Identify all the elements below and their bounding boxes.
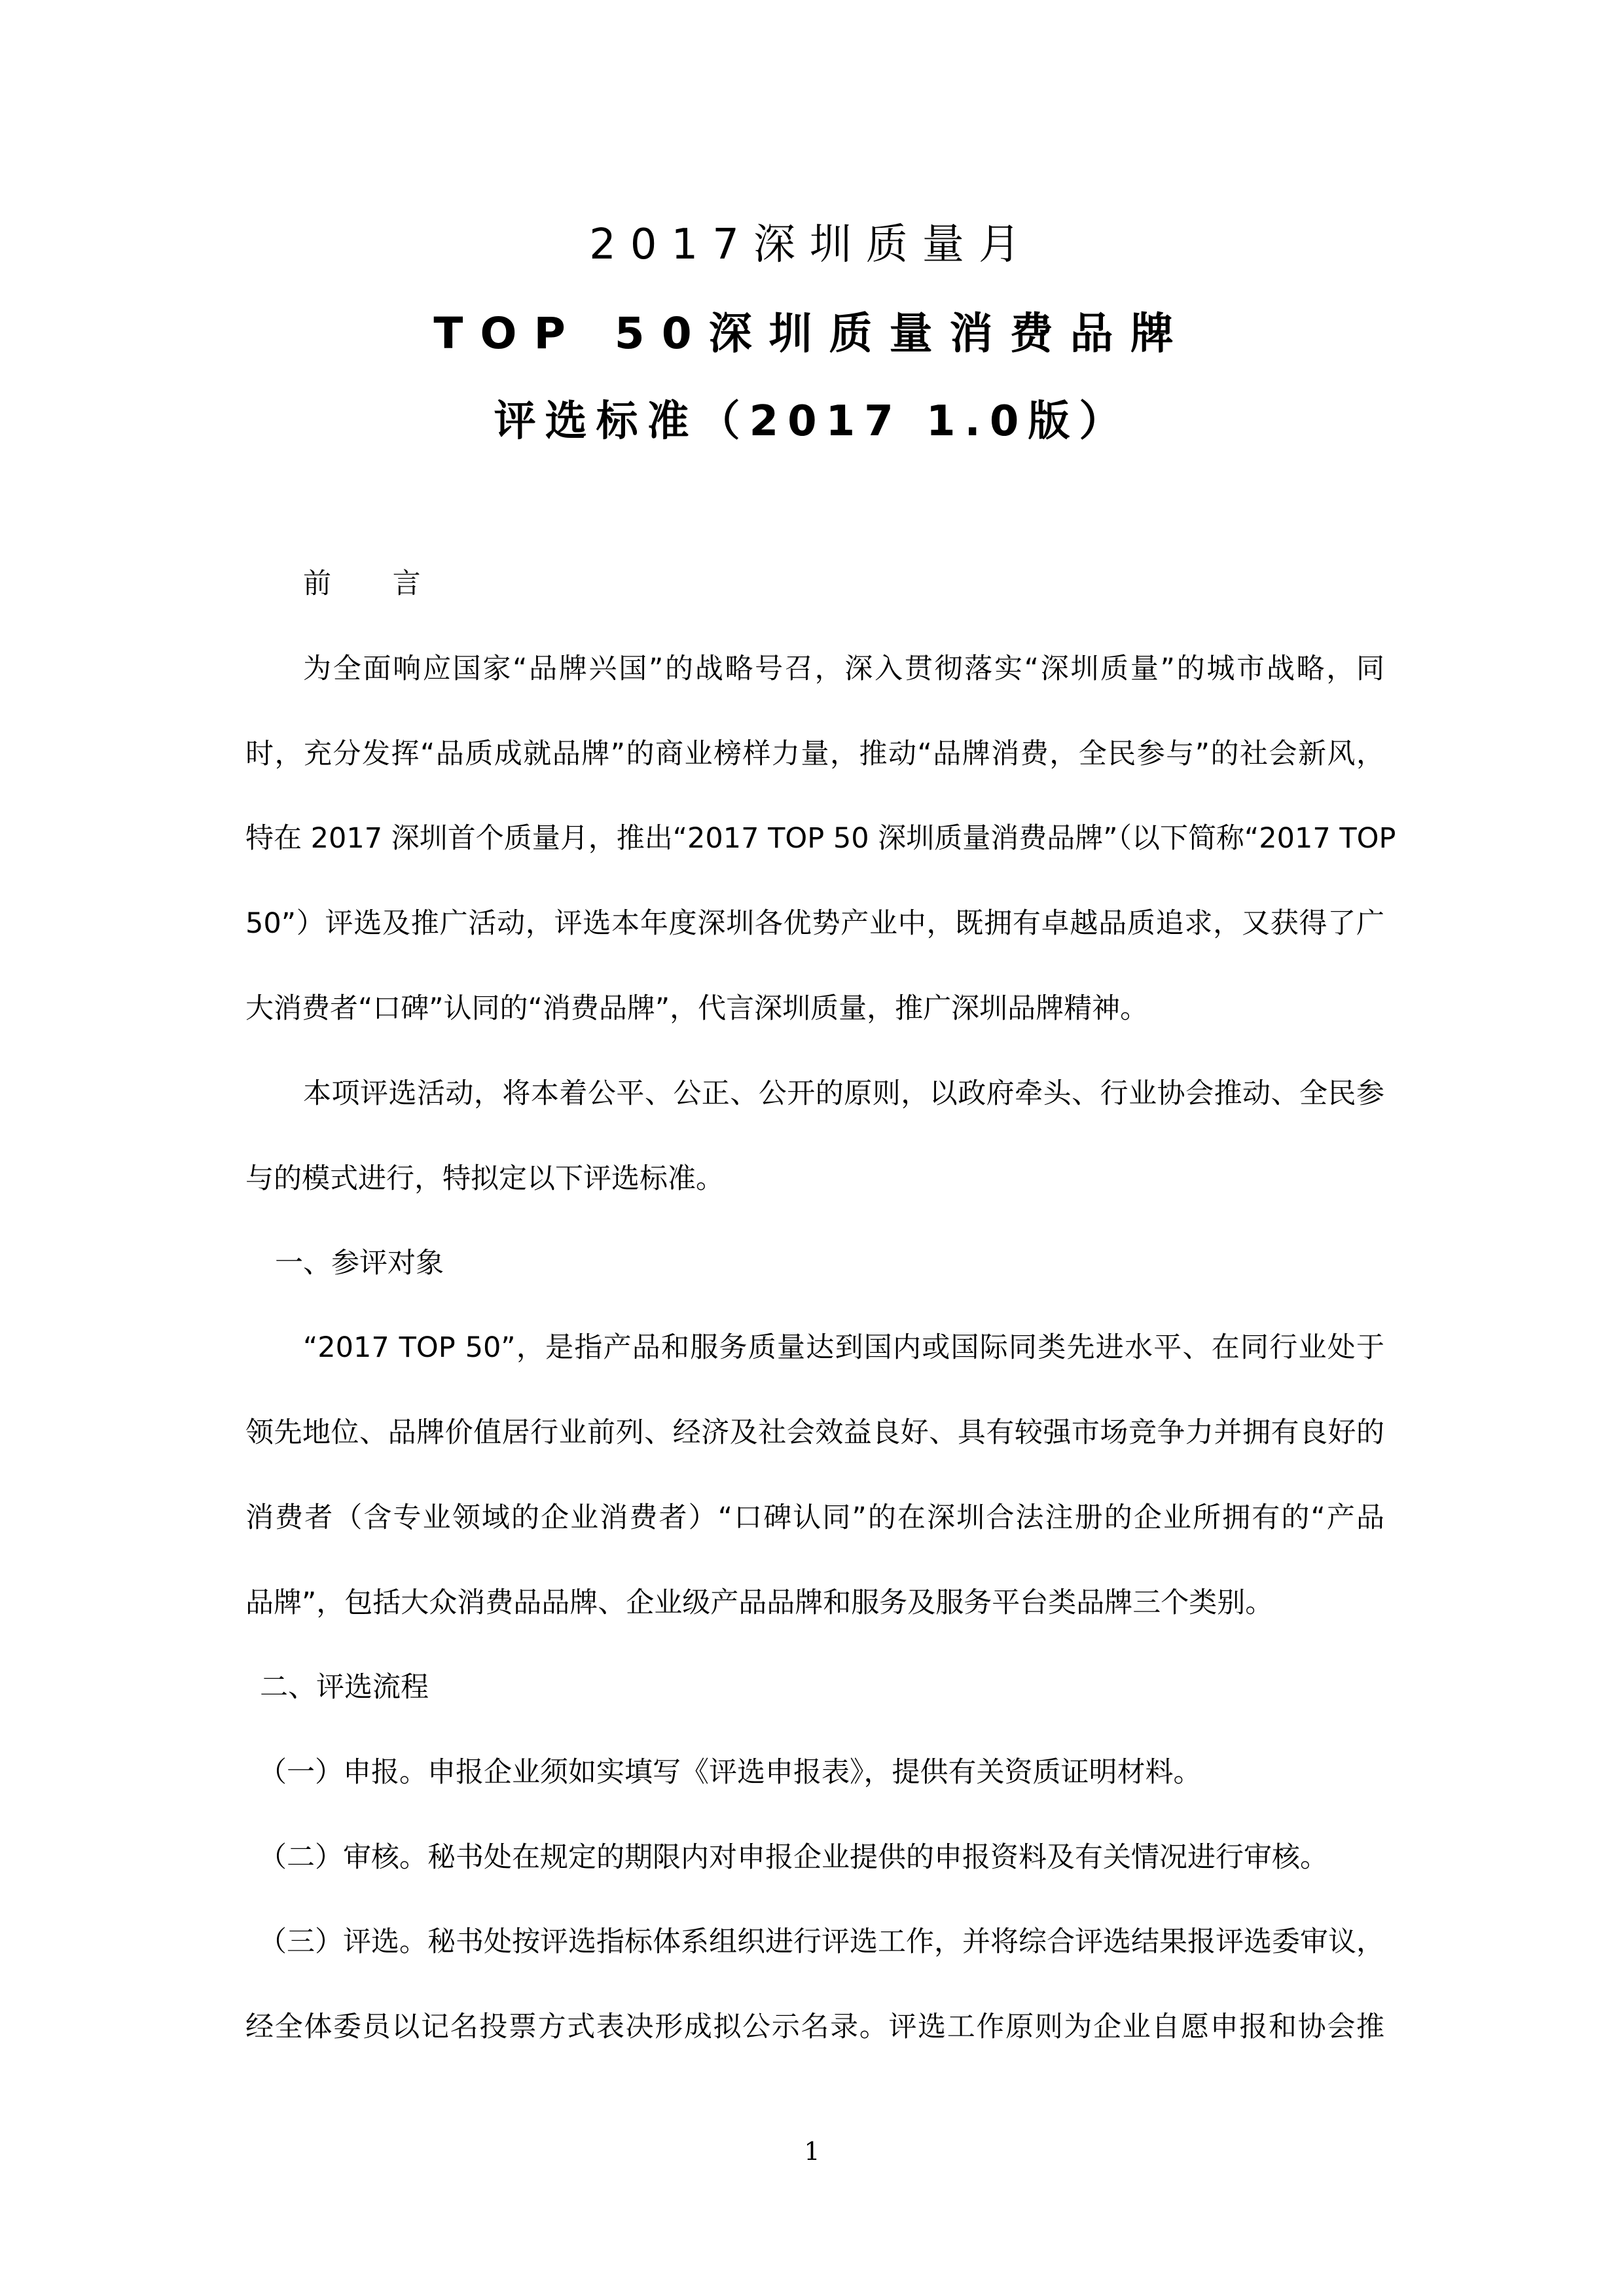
section-1-line-4: 品牌”，包括大众消费品品牌、企业级产品品牌和服务及服务平台类品牌三个类别。 (245, 1587, 1274, 1619)
section-2-heading: 二、评选流程 (260, 1671, 429, 1704)
step-2: （二）审核。秘书处在规定的期限内对申报企业提供的申报资料及有关情况进行审核。 (259, 1841, 1328, 1874)
intro-line-5: 大消费者“口碑”认同的“消费品牌”，代言深圳质量，推广深圳品牌精神。 (245, 992, 1149, 1025)
section-1-line-1: “2017 TOP 50”，是指产品和服务质量达到国内或国际同类先进水平、在同行业处于 (303, 1331, 1384, 1364)
principle-line-2: 与的模式进行，特拟定以下评选标准。 (245, 1162, 724, 1195)
intro-line-3: 特在 2017 深圳首个质量月，推出“2017 TOP 50 深圳质量消费品牌”（以下简称“2017 TOP (245, 822, 1396, 855)
step-3-continued: 经全体委员以记名投票方式表决形成拟公示名录。评选工作原则为企业自愿申报和协会推 (245, 2011, 1384, 2043)
intro-line-4: 50”）评选及推广活动，评选本年度深圳各优势产业中，既拥有卓越品质追求，又获得了广 (245, 907, 1384, 940)
preface-heading: 前 言 (303, 567, 447, 600)
intro-line-2: 时，充分发挥“品质成就品牌”的商业榜样力量，推动“品牌消费，全民参与”的社会新风， (245, 738, 1384, 770)
intro-line-1: 为全面响应国家“品牌兴国”的战略号召，深入贯彻落实“深圳质量”的城市战略，同 (303, 653, 1384, 685)
step-1: （一）申报。申报企业须如实填写《评选申报表》，提供有关资质证明材料。 (259, 1756, 1202, 1789)
principle-line-1: 本项评选活动，将本着公平、公正、公开的原则，以政府牵头、行业协会推动、全民参 (303, 1077, 1384, 1110)
section-1-line-3: 消费者（含专业领域的企业消费者）“口碑认同”的在深圳合法注册的企业所拥有的“产品 (245, 1501, 1384, 1534)
section-1-heading: 一、参评对象 (275, 1247, 444, 1280)
title-line-3: 评选标准（2017 1.0版） (494, 397, 1130, 446)
page-number: 1 (804, 2137, 820, 2166)
step-3: （三）评选。秘书处按评选指标体系组织进行评选工作，并将综合评选结果报评选委审议， (259, 1926, 1384, 1958)
section-1-line-2: 领先地位、品牌价值居行业前列、经济及社会效益良好、具有较强市场竞争力并拥有良好的 (245, 1416, 1384, 1449)
title-line-2: TOP 50深圳质量消费品牌 (433, 308, 1191, 359)
title-line-1: 2017深圳质量月 (589, 221, 1035, 269)
